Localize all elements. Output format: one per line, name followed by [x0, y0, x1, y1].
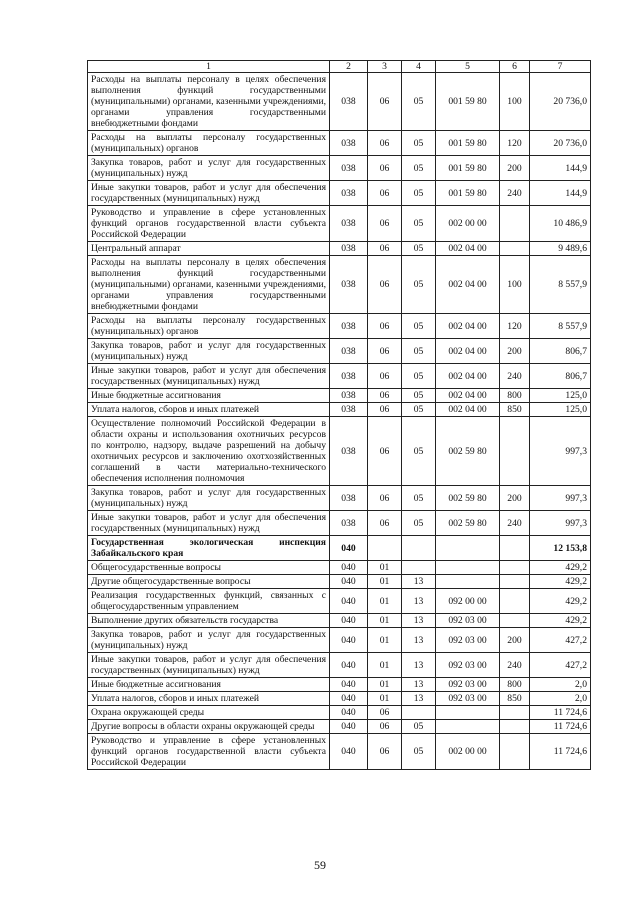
row-amount: 806,7 — [530, 364, 591, 389]
row-admin-code: 040 — [330, 720, 368, 734]
row-target-code: 002 00 00 — [436, 206, 500, 242]
row-admin-code: 038 — [330, 131, 368, 156]
row-target-code — [436, 561, 500, 575]
row-subsection-code: 05 — [402, 206, 436, 242]
table-row — [88, 339, 591, 364]
row-expense-type: 800 — [500, 389, 530, 403]
row-admin-code: 038 — [330, 511, 368, 536]
row-amount: 997,3 — [530, 486, 591, 511]
row-admin-code: 040 — [330, 706, 368, 720]
row-subsection-code: 05 — [402, 242, 436, 256]
row-amount: 427,2 — [530, 628, 591, 653]
row-name: Центральный аппарат — [88, 242, 330, 256]
row-admin-code: 038 — [330, 156, 368, 181]
row-expense-type: 800 — [500, 678, 530, 692]
row-name: Руководство и управление в сфере установленных функций органов государственной власти субъекта Российской Федерации — [88, 206, 330, 242]
row-subsection-code: 05 — [402, 417, 436, 486]
row-section-code: 06 — [368, 256, 402, 314]
row-target-code: 092 03 00 — [436, 628, 500, 653]
row-subsection-code — [402, 536, 436, 561]
row-amount: 11 724,6 — [530, 706, 591, 720]
row-name: Расходы на выплаты персоналу в целях обеспечения выполнения функций государственными (муниципальными) органами, казенными учреждениями, органами управления государственными внебюджетными фондами — [88, 73, 330, 131]
row-name: Иные закупки товаров, работ и услуг для обеспечения государственных (муниципальных) нужд — [88, 181, 330, 206]
row-amount: 429,2 — [530, 561, 591, 575]
row-subsection-code: 05 — [402, 389, 436, 403]
row-expense-type: 240 — [500, 181, 530, 206]
row-target-code: 002 00 00 — [436, 734, 500, 770]
row-name: Уплата налогов, сборов и иных платежей — [88, 692, 330, 706]
row-expense-type — [500, 575, 530, 589]
row-name: Иные закупки товаров, работ и услуг для обеспечения государственных (муниципальных) нужд — [88, 511, 330, 536]
row-name: Руководство и управление в сфере установленных функций органов государственной власти субъекта Российской Федерации — [88, 734, 330, 770]
table-row — [88, 131, 591, 156]
header-col-2: 2 — [330, 61, 368, 73]
table-row — [88, 628, 591, 653]
table-row — [88, 614, 591, 628]
row-expense-type: 120 — [500, 131, 530, 156]
table-row — [88, 692, 591, 706]
header-col-3: 3 — [368, 61, 402, 73]
row-expense-type — [500, 561, 530, 575]
row-target-code: 002 04 00 — [436, 389, 500, 403]
row-section-code: 06 — [368, 511, 402, 536]
row-subsection-code: 05 — [402, 734, 436, 770]
row-expense-type — [500, 589, 530, 614]
row-subsection-code: 05 — [402, 73, 436, 131]
row-expense-type — [500, 614, 530, 628]
row-name: Закупка товаров, работ и услуг для государственных (муниципальных) нужд — [88, 156, 330, 181]
row-amount: 806,7 — [530, 339, 591, 364]
row-name: Государственная экологическая инспекция Забайкальского края — [88, 536, 330, 561]
row-section-code — [368, 536, 402, 561]
table-row — [88, 417, 591, 486]
row-admin-code: 040 — [330, 614, 368, 628]
row-target-code — [436, 536, 500, 561]
row-admin-code: 038 — [330, 314, 368, 339]
row-amount: 144,9 — [530, 181, 591, 206]
row-admin-code: 040 — [330, 653, 368, 678]
row-admin-code: 038 — [330, 389, 368, 403]
row-subsection-code: 13 — [402, 614, 436, 628]
header-col-4: 4 — [402, 61, 436, 73]
row-section-code: 06 — [368, 417, 402, 486]
row-admin-code: 038 — [330, 256, 368, 314]
row-subsection-code: 05 — [402, 486, 436, 511]
table-row — [88, 561, 591, 575]
row-subsection-code: 05 — [402, 339, 436, 364]
table-row — [88, 734, 591, 770]
row-target-code: 001 59 80 — [436, 131, 500, 156]
row-section-code: 01 — [368, 692, 402, 706]
row-amount: 997,3 — [530, 417, 591, 486]
row-expense-type: 200 — [500, 156, 530, 181]
row-amount: 997,3 — [530, 511, 591, 536]
row-section-code: 06 — [368, 314, 402, 339]
table-row — [88, 653, 591, 678]
table-row — [88, 181, 591, 206]
row-expense-type — [500, 417, 530, 486]
row-target-code: 001 59 80 — [436, 156, 500, 181]
row-section-code: 01 — [368, 653, 402, 678]
row-section-code: 06 — [368, 73, 402, 131]
row-subsection-code: 05 — [402, 364, 436, 389]
row-name: Иные бюджетные ассигнования — [88, 678, 330, 692]
row-admin-code: 038 — [330, 486, 368, 511]
table-row — [88, 256, 591, 314]
row-section-code: 06 — [368, 242, 402, 256]
table-row — [88, 720, 591, 734]
row-expense-type: 200 — [500, 486, 530, 511]
row-admin-code: 040 — [330, 628, 368, 653]
row-subsection-code: 05 — [402, 181, 436, 206]
row-amount: 429,2 — [530, 575, 591, 589]
row-subsection-code: 13 — [402, 628, 436, 653]
table-row — [88, 242, 591, 256]
row-section-code: 01 — [368, 628, 402, 653]
row-subsection-code: 13 — [402, 653, 436, 678]
row-target-code: 002 04 00 — [436, 339, 500, 364]
row-section-code: 01 — [368, 561, 402, 575]
header-col-6: 6 — [500, 61, 530, 73]
row-target-code: 092 03 00 — [436, 653, 500, 678]
row-subsection-code: 05 — [402, 131, 436, 156]
row-target-code: 002 04 00 — [436, 256, 500, 314]
row-amount: 429,2 — [530, 614, 591, 628]
table-row — [88, 73, 591, 131]
table-row — [88, 206, 591, 242]
row-target-code: 002 04 00 — [436, 364, 500, 389]
row-name: Выполнение других обязательств государства — [88, 614, 330, 628]
table-row — [88, 575, 591, 589]
row-amount: 11 724,6 — [530, 720, 591, 734]
row-section-code: 06 — [368, 131, 402, 156]
row-name: Закупка товаров, работ и услуг для государственных (муниципальных) нужд — [88, 486, 330, 511]
row-admin-code: 038 — [330, 417, 368, 486]
row-amount: 429,2 — [530, 589, 591, 614]
row-expense-type: 850 — [500, 692, 530, 706]
row-subsection-code — [402, 706, 436, 720]
row-section-code: 06 — [368, 734, 402, 770]
row-admin-code: 038 — [330, 364, 368, 389]
row-target-code: 092 03 00 — [436, 614, 500, 628]
row-section-code: 01 — [368, 575, 402, 589]
row-amount: 12 153,8 — [530, 536, 591, 561]
row-amount: 144,9 — [530, 156, 591, 181]
row-amount: 8 557,9 — [530, 256, 591, 314]
row-subsection-code: 05 — [402, 156, 436, 181]
row-admin-code: 040 — [330, 536, 368, 561]
row-name: Закупка товаров, работ и услуг для государственных (муниципальных) нужд — [88, 339, 330, 364]
row-amount: 20 736,0 — [530, 73, 591, 131]
row-target-code: 092 03 00 — [436, 692, 500, 706]
row-section-code: 01 — [368, 589, 402, 614]
table-row — [88, 364, 591, 389]
row-section-code: 06 — [368, 339, 402, 364]
row-amount: 20 736,0 — [530, 131, 591, 156]
table-row — [88, 156, 591, 181]
row-admin-code: 038 — [330, 73, 368, 131]
row-expense-type — [500, 734, 530, 770]
row-target-code: 092 03 00 — [436, 678, 500, 692]
row-name: Реализация государственных функций, связанных с общегосударственным управлением — [88, 589, 330, 614]
row-section-code: 01 — [368, 614, 402, 628]
row-amount: 125,0 — [530, 403, 591, 417]
row-admin-code: 038 — [330, 242, 368, 256]
row-name: Другие общегосударственные вопросы — [88, 575, 330, 589]
row-admin-code: 040 — [330, 561, 368, 575]
row-expense-type: 240 — [500, 364, 530, 389]
row-expense-type: 850 — [500, 403, 530, 417]
row-name: Иные закупки товаров, работ и услуг для обеспечения государственных (муниципальных) нужд — [88, 653, 330, 678]
page-number: 59 — [314, 858, 326, 872]
row-target-code: 002 59 80 — [436, 511, 500, 536]
row-name: Расходы на выплаты персоналу в целях обеспечения выполнения функций государственными (муниципальными) органами, казенными учреждениями, органами управления государственными внебюджетными фондами — [88, 256, 330, 314]
table-row — [88, 403, 591, 417]
row-subsection-code: 05 — [402, 511, 436, 536]
row-subsection-code — [402, 561, 436, 575]
row-subsection-code: 05 — [402, 256, 436, 314]
row-expense-type: 200 — [500, 628, 530, 653]
row-admin-code: 038 — [330, 181, 368, 206]
row-expense-type: 240 — [500, 653, 530, 678]
row-name: Иные бюджетные ассигнования — [88, 389, 330, 403]
row-expense-type — [500, 536, 530, 561]
row-amount: 2,0 — [530, 692, 591, 706]
row-admin-code: 038 — [330, 206, 368, 242]
row-expense-type — [500, 206, 530, 242]
row-admin-code: 040 — [330, 734, 368, 770]
row-name: Общегосударственные вопросы — [88, 561, 330, 575]
row-amount: 427,2 — [530, 653, 591, 678]
row-name: Расходы на выплаты персоналу государственных (муниципальных) органов — [88, 314, 330, 339]
row-target-code: 002 59 80 — [436, 417, 500, 486]
row-target-code — [436, 575, 500, 589]
row-section-code: 06 — [368, 486, 402, 511]
row-admin-code: 040 — [330, 678, 368, 692]
budget-table — [87, 60, 591, 770]
row-subsection-code: 13 — [402, 692, 436, 706]
table-body — [88, 73, 591, 770]
table-row — [88, 536, 591, 561]
row-target-code: 002 04 00 — [436, 242, 500, 256]
row-expense-type: 100 — [500, 73, 530, 131]
row-target-code — [436, 706, 500, 720]
row-target-code: 002 04 00 — [436, 314, 500, 339]
table-row — [88, 706, 591, 720]
row-target-code: 002 04 00 — [436, 403, 500, 417]
row-section-code: 06 — [368, 156, 402, 181]
table-row — [88, 678, 591, 692]
row-section-code: 06 — [368, 706, 402, 720]
row-name: Закупка товаров, работ и услуг для государственных (муниципальных) нужд — [88, 628, 330, 653]
row-amount: 10 486,9 — [530, 206, 591, 242]
row-subsection-code: 05 — [402, 720, 436, 734]
table-row — [88, 314, 591, 339]
table-row — [88, 589, 591, 614]
table-row — [88, 486, 591, 511]
row-subsection-code: 05 — [402, 403, 436, 417]
header-col-1: 1 — [88, 61, 330, 73]
row-amount: 9 489,6 — [530, 242, 591, 256]
row-name: Уплата налогов, сборов и иных платежей — [88, 403, 330, 417]
row-subsection-code: 05 — [402, 314, 436, 339]
header-col-7: 7 — [530, 61, 591, 73]
row-section-code: 06 — [368, 364, 402, 389]
row-target-code: 001 59 80 — [436, 181, 500, 206]
row-section-code: 06 — [368, 720, 402, 734]
row-admin-code: 038 — [330, 339, 368, 364]
row-expense-type — [500, 720, 530, 734]
row-section-code: 06 — [368, 206, 402, 242]
row-name: Иные закупки товаров, работ и услуг для обеспечения государственных (муниципальных) нужд — [88, 364, 330, 389]
row-amount: 2,0 — [530, 678, 591, 692]
table-row — [88, 511, 591, 536]
row-section-code: 06 — [368, 389, 402, 403]
row-subsection-code: 13 — [402, 575, 436, 589]
row-amount: 125,0 — [530, 389, 591, 403]
row-expense-type — [500, 706, 530, 720]
row-target-code: 002 59 80 — [436, 486, 500, 511]
row-expense-type: 200 — [500, 339, 530, 364]
row-name: Другие вопросы в области охраны окружающей среды — [88, 720, 330, 734]
header-col-5: 5 — [436, 61, 500, 73]
row-expense-type — [500, 242, 530, 256]
row-section-code: 06 — [368, 403, 402, 417]
row-target-code: 092 00 00 — [436, 589, 500, 614]
row-expense-type: 240 — [500, 511, 530, 536]
row-subsection-code: 13 — [402, 678, 436, 692]
row-admin-code: 040 — [330, 575, 368, 589]
row-admin-code: 038 — [330, 403, 368, 417]
row-name: Осуществление полномочий Российской Федерации в области охраны и использования охотничьих ресурсов по контролю, надзору, выдаче разрешений на добычу охотничьих ресурсов и заключению охотхозяйственных соглашений в части материально-технического обеспечения исполнения полномочия — [88, 417, 330, 486]
row-section-code: 01 — [368, 678, 402, 692]
row-target-code — [436, 720, 500, 734]
row-admin-code: 040 — [330, 692, 368, 706]
table-row — [88, 389, 591, 403]
row-subsection-code: 13 — [402, 589, 436, 614]
row-name: Расходы на выплаты персоналу государственных (муниципальных) органов — [88, 131, 330, 156]
row-expense-type: 120 — [500, 314, 530, 339]
row-admin-code: 040 — [330, 589, 368, 614]
row-section-code: 06 — [368, 181, 402, 206]
table-header-row — [88, 61, 591, 73]
row-name: Охрана окружающей среды — [88, 706, 330, 720]
row-amount: 11 724,6 — [530, 734, 591, 770]
row-target-code: 001 59 80 — [436, 73, 500, 131]
row-amount: 8 557,9 — [530, 314, 591, 339]
row-expense-type: 100 — [500, 256, 530, 314]
